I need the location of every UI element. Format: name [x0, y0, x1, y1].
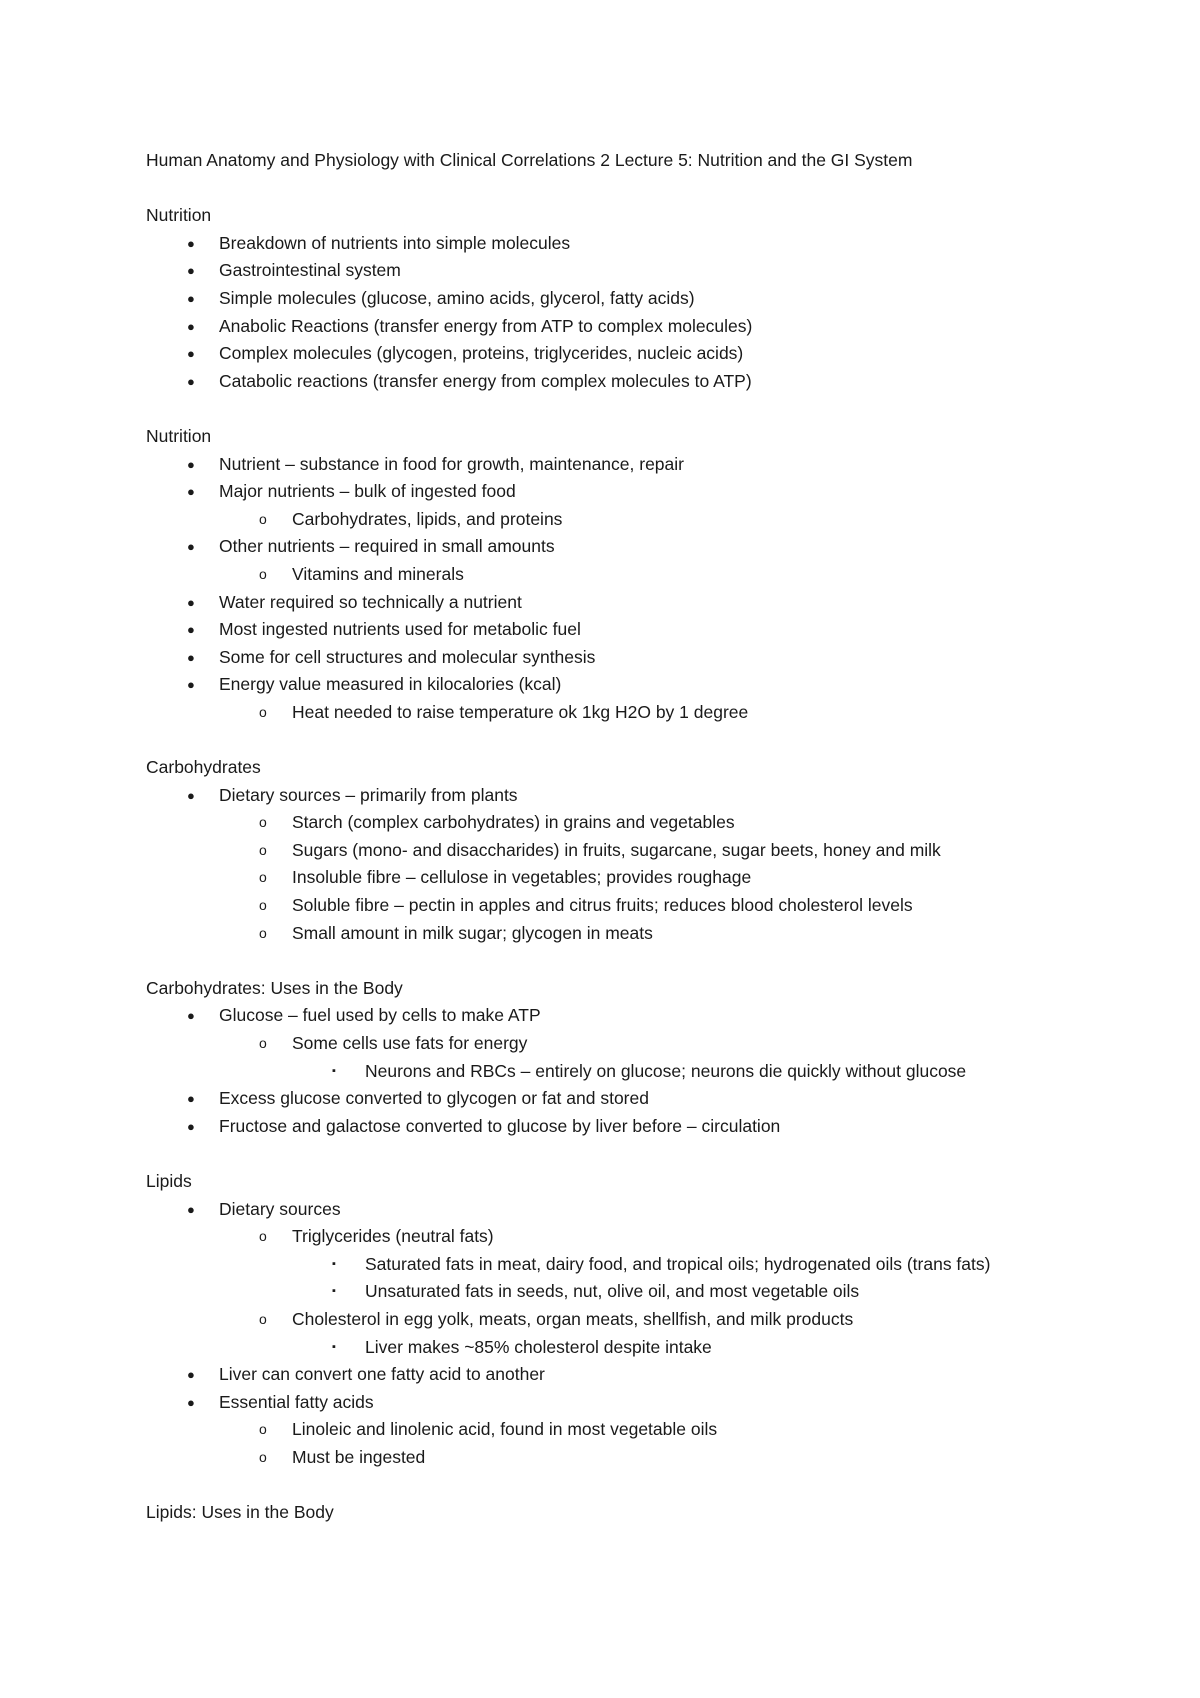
- section: [146, 202, 1146, 395]
- section: [146, 423, 1146, 727]
- disc-bullet-icon: ●: [187, 677, 195, 693]
- list-item: [146, 561, 1146, 589]
- disc-bullet-icon: ●: [187, 649, 195, 665]
- list-item: [146, 1113, 1146, 1141]
- list-item: [146, 1306, 1146, 1334]
- disc-bullet-icon: ●: [187, 622, 195, 638]
- list-item-text: Sugars (mono- and disaccharides) in fruits, sugarcane, sugar beets, honey and milk: [292, 839, 941, 860]
- list-item-text: Soluble fibre – pectin in apples and citrus fruits; reduces blood cholesterol levels: [292, 895, 913, 916]
- list-item-text: Energy value measured in kilocalories (kcal): [219, 674, 562, 695]
- list-item-text: Water required so technically a nutrient: [219, 591, 522, 612]
- disc-bullet-icon: ●: [187, 1367, 195, 1383]
- circle-bullet-icon: o: [259, 841, 267, 858]
- list-item-text: Nutrient – substance in food for growth, maintenance, repair: [219, 453, 684, 474]
- bullet-list: [146, 1196, 1146, 1472]
- section: [146, 754, 1146, 947]
- bullet-list: [146, 451, 1146, 727]
- list-item-text: Excess glucose converted to glycogen or fat and stored: [219, 1088, 649, 1109]
- section-heading: Carbohydrates: Uses in the Body: [146, 977, 403, 998]
- list-item-text: Dietary sources: [219, 1198, 341, 1219]
- section: [146, 975, 1146, 1141]
- list-item: [146, 671, 1146, 699]
- bullet-list: [146, 782, 1146, 948]
- disc-bullet-icon: ●: [187, 456, 195, 472]
- list-item: [146, 368, 1146, 396]
- list-item: [146, 1085, 1146, 1113]
- list-item-text: Must be ingested: [292, 1446, 426, 1467]
- list-item-text: Cholesterol in egg yolk, meats, organ meats, shellfish, and milk products: [292, 1308, 854, 1329]
- list-item: [146, 837, 1146, 865]
- circle-bullet-icon: o: [259, 924, 267, 941]
- list-item-text: Saturated fats in meat, dairy food, and tropical oils; hydrogenated oils (trans fats): [365, 1253, 991, 1274]
- list-item-text: Most ingested nutrients used for metabolic fuel: [219, 619, 581, 640]
- disc-bullet-icon: ●: [187, 290, 195, 306]
- disc-bullet-icon: ●: [187, 373, 195, 389]
- list-item: [146, 616, 1146, 644]
- circle-bullet-icon: o: [259, 814, 267, 831]
- document-title: Human Anatomy and Physiology with Clinical Correlations 2 Lecture 5: Nutrition and the GI System: [146, 150, 913, 170]
- list-item: [146, 1389, 1146, 1417]
- document-body: [146, 147, 1146, 1554]
- list-item: [146, 1002, 1146, 1030]
- square-bullet-icon: ▪: [332, 1064, 336, 1077]
- list-item: [146, 1030, 1146, 1058]
- circle-bullet-icon: o: [259, 565, 267, 582]
- list-item: [146, 1416, 1146, 1444]
- section: [146, 1499, 1146, 1527]
- list-item-text: Liver can convert one fatty acid to another: [219, 1364, 545, 1385]
- list-item-text: Vitamins and minerals: [292, 563, 464, 584]
- list-item-text: Major nutrients – bulk of ingested food: [219, 481, 516, 502]
- section-heading: Lipids: Uses in the Body: [146, 1502, 334, 1523]
- list-item: [146, 1223, 1146, 1251]
- list-item-text: Other nutrients – required in small amounts: [219, 536, 555, 557]
- bullet-list: [146, 1002, 1146, 1140]
- section: [146, 1168, 1146, 1472]
- list-item-text: Simple molecules (glucose, amino acids, glycerol, fatty acids): [219, 287, 695, 308]
- disc-bullet-icon: ●: [187, 263, 195, 279]
- disc-bullet-icon: ●: [187, 318, 195, 334]
- list-item: [146, 920, 1146, 948]
- list-item: [146, 1361, 1146, 1389]
- list-item-text: Liver makes ~85% cholesterol despite intake: [365, 1336, 712, 1357]
- disc-bullet-icon: ●: [187, 594, 195, 610]
- circle-bullet-icon: o: [259, 1228, 267, 1245]
- circle-bullet-icon: o: [259, 510, 267, 527]
- list-item-text: Catabolic reactions (transfer energy from complex molecules to ATP): [219, 370, 752, 391]
- notes-sections: [146, 202, 1146, 1527]
- list-item: [146, 589, 1146, 617]
- list-item-text: Dietary sources – primarily from plants: [219, 784, 518, 805]
- list-item: [146, 809, 1146, 837]
- list-item: [146, 1334, 1146, 1362]
- list-item-text: Gastrointestinal system: [219, 260, 401, 281]
- list-item: [146, 892, 1146, 920]
- list-item-text: Starch (complex carbohydrates) in grains and vegetables: [292, 812, 735, 833]
- list-item-text: Heat needed to raise temperature ok 1kg H2O by 1 degree: [292, 701, 749, 722]
- disc-bullet-icon: ●: [187, 1201, 195, 1217]
- list-item-text: Insoluble fibre – cellulose in vegetables; provides roughage: [292, 867, 752, 888]
- square-bullet-icon: ▪: [332, 1285, 336, 1298]
- circle-bullet-icon: o: [259, 1035, 267, 1051]
- list-item-text: Glucose – fuel used by cells to make ATP: [219, 1005, 541, 1026]
- section-heading: Carbohydrates: [146, 757, 261, 778]
- section-heading: Nutrition: [146, 205, 212, 226]
- disc-bullet-icon: ●: [187, 484, 195, 500]
- list-item: [146, 644, 1146, 672]
- disc-bullet-icon: ●: [187, 1118, 195, 1134]
- list-item: [146, 1058, 1146, 1086]
- circle-bullet-icon: o: [259, 703, 267, 720]
- list-item-text: Essential fatty acids: [219, 1391, 374, 1412]
- list-item: [146, 506, 1146, 534]
- list-item-text: Some for cell structures and molecular synthesis: [219, 646, 596, 667]
- list-item-text: Unsaturated fats in seeds, nut, olive oil, and most vegetable oils: [365, 1281, 860, 1302]
- disc-bullet-icon: ●: [187, 539, 195, 555]
- list-item: [146, 257, 1146, 285]
- list-item: [146, 313, 1146, 341]
- list-item-text: Linoleic and linolenic acid, found in most vegetable oils: [292, 1419, 718, 1440]
- disc-bullet-icon: ●: [187, 1008, 195, 1024]
- bullet-list: [146, 230, 1146, 396]
- list-item: [146, 451, 1146, 479]
- list-item: [146, 533, 1146, 561]
- list-item: [146, 782, 1146, 810]
- square-bullet-icon: ▪: [332, 1257, 336, 1270]
- list-item: [146, 1251, 1146, 1279]
- list-item: [146, 478, 1146, 506]
- disc-bullet-icon: ●: [187, 235, 195, 251]
- section-heading: Nutrition: [146, 425, 212, 446]
- list-item-text: Breakdown of nutrients into simple molecules: [219, 232, 571, 253]
- circle-bullet-icon: o: [259, 1421, 267, 1438]
- list-item: [146, 285, 1146, 313]
- list-item: [146, 699, 1146, 727]
- disc-bullet-icon: ●: [187, 787, 195, 803]
- square-bullet-icon: ▪: [332, 1340, 336, 1353]
- list-item-text: Neurons and RBCs – entirely on glucose; neurons die quickly without glucose: [365, 1060, 967, 1081]
- list-item-text: Anabolic Reactions (transfer energy from ATP to complex molecules): [219, 315, 753, 336]
- section-heading: Lipids: [146, 1170, 192, 1191]
- disc-bullet-icon: ●: [187, 1091, 195, 1107]
- list-item-text: Complex molecules (glycogen, proteins, triglycerides, nucleic acids): [219, 343, 744, 364]
- list-item: [146, 1444, 1146, 1472]
- list-item-text: Triglycerides (neutral fats): [292, 1226, 494, 1247]
- disc-bullet-icon: ●: [187, 1394, 195, 1410]
- list-item: [146, 1278, 1146, 1306]
- circle-bullet-icon: o: [259, 869, 267, 886]
- circle-bullet-icon: o: [259, 1448, 267, 1465]
- circle-bullet-icon: o: [259, 1310, 267, 1327]
- circle-bullet-icon: o: [259, 897, 267, 914]
- list-item: [146, 1196, 1146, 1224]
- list-item-text: Some cells use fats for energy: [292, 1033, 528, 1053]
- list-item: [146, 864, 1146, 892]
- list-item: [146, 340, 1146, 368]
- list-item-text: Small amount in milk sugar; glycogen in meats: [292, 922, 653, 943]
- list-item-text: Fructose and galactose converted to glucose by liver before – circulation: [219, 1115, 781, 1136]
- list-item: [146, 230, 1146, 258]
- list-item-text: Carbohydrates, lipids, and proteins: [292, 508, 563, 529]
- disc-bullet-icon: ●: [187, 346, 195, 362]
